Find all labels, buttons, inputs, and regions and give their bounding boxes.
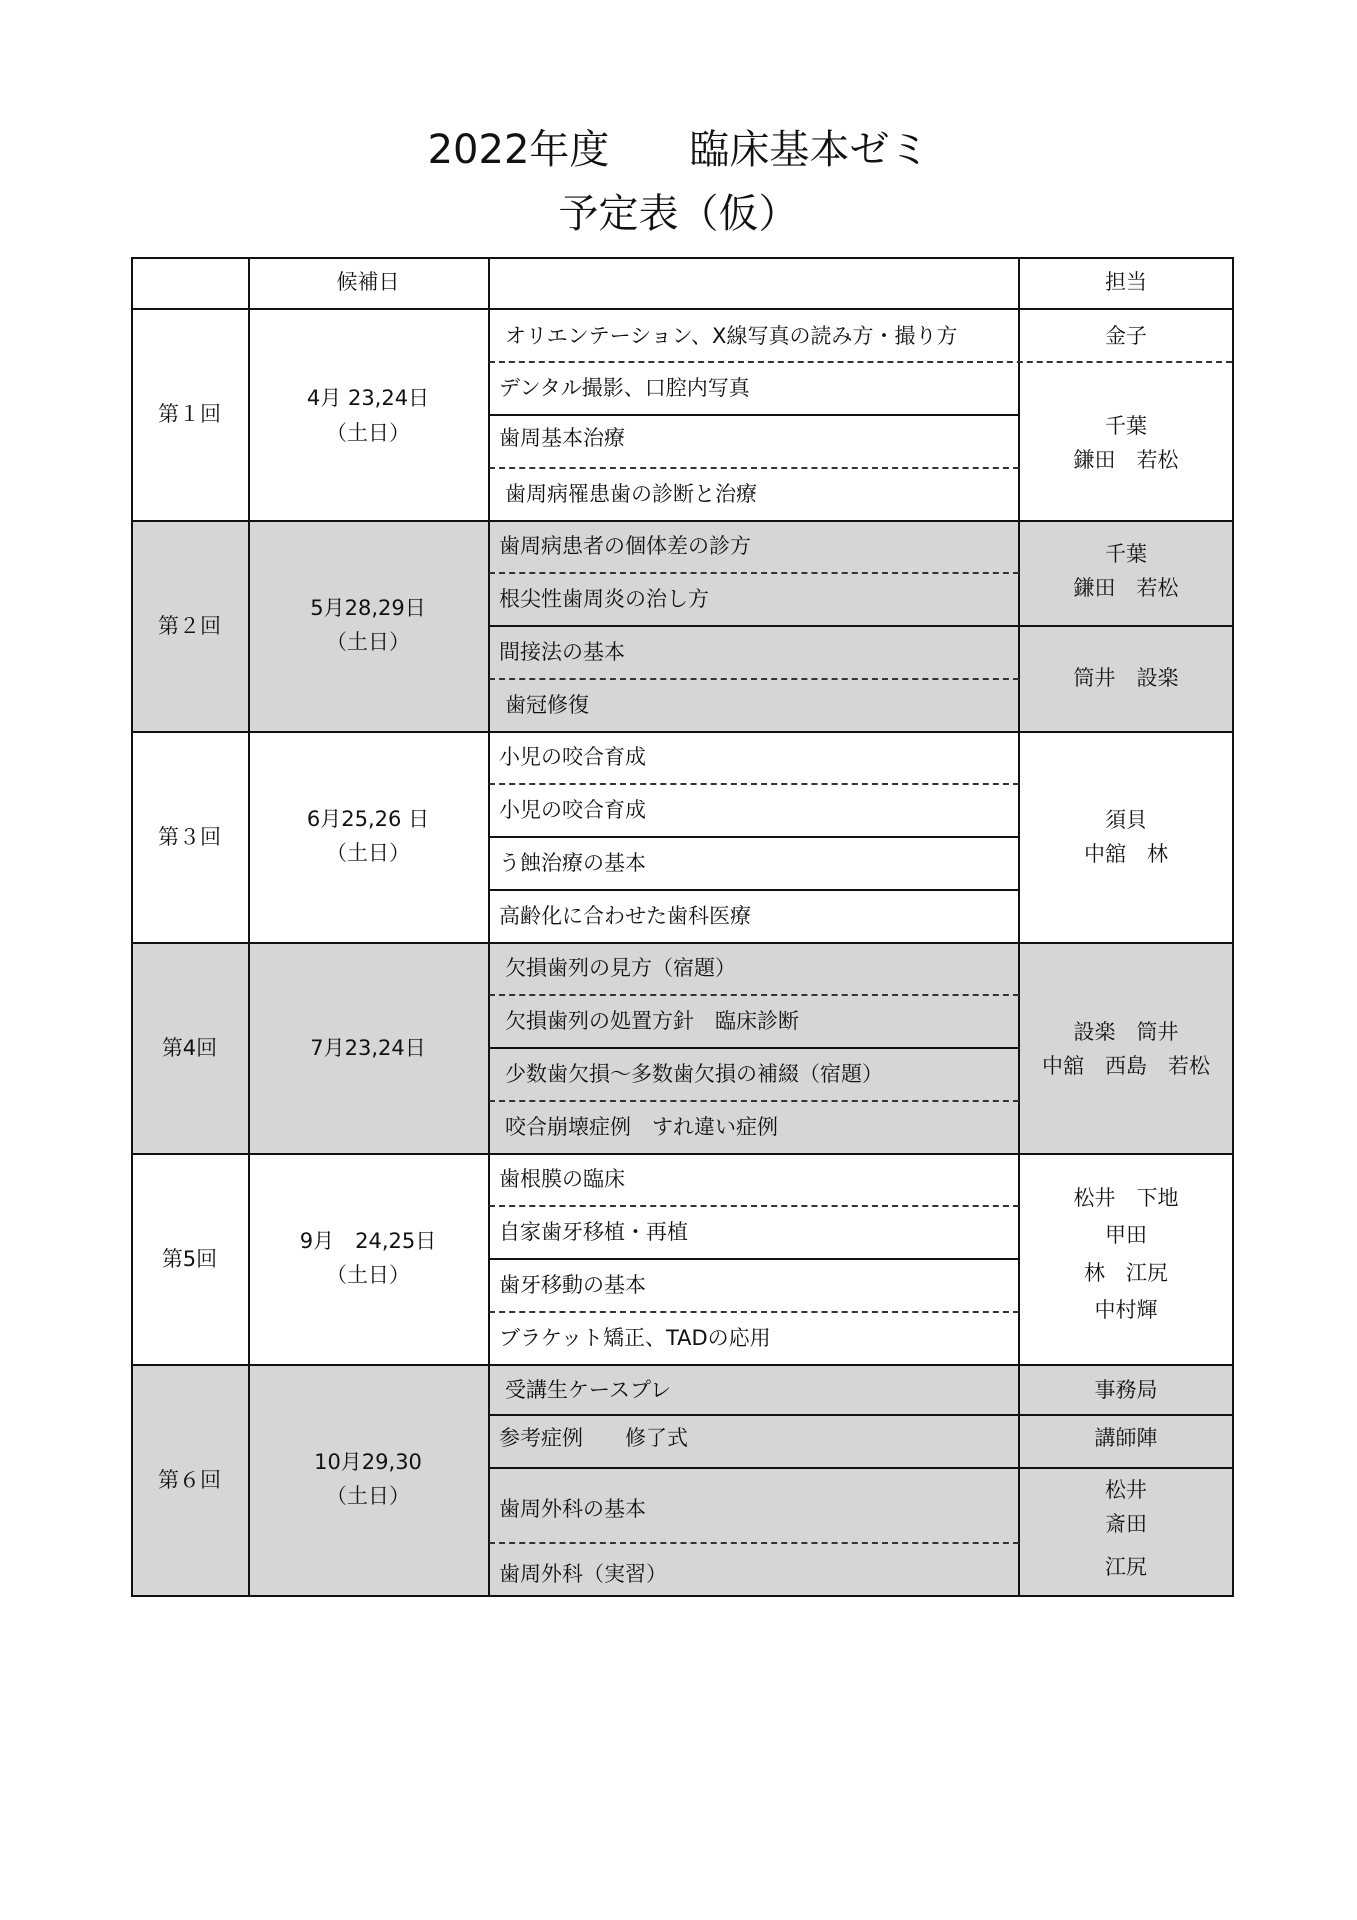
- topic-divider: [489, 678, 1019, 680]
- topic-divider: [489, 1047, 1019, 1049]
- topic-2-3: 間接法の基本: [499, 640, 625, 664]
- topic-2-2: 根尖性歯周炎の治し方: [499, 587, 709, 611]
- topic-6-1: 受講生ケースプレ: [505, 1378, 672, 1402]
- session-4-date: 7月23,24日: [310, 1036, 426, 1060]
- topic-3-4: 高齢化に合わせた歯科医療: [499, 904, 751, 928]
- session-2-date-days: （土日）: [326, 630, 410, 654]
- topic-6-4: 歯周外科（実習）: [499, 1562, 667, 1586]
- session-1-date: 4月 23,24日: [306, 386, 430, 410]
- session-6-label: 第６回: [158, 1468, 221, 1492]
- topic-divider: [489, 625, 1234, 627]
- session-4-label: 第4回: [161, 1036, 218, 1060]
- session-5-date-days: （土日）: [326, 1263, 410, 1287]
- topic-divider: [489, 414, 1019, 416]
- topic-1-4: 歯周病罹患歯の診断と治療: [505, 482, 757, 506]
- session-line-3: [131, 942, 1234, 944]
- topic-4-2: 欠損歯列の処置方針 臨床診断: [505, 1009, 799, 1033]
- session-6-date-days: （土日）: [326, 1484, 410, 1508]
- session-6-date: 10月29,30: [314, 1450, 422, 1474]
- topic-divider: [489, 783, 1019, 785]
- topic-2-4: 歯冠修復: [505, 693, 589, 717]
- topic-5-4: ブラケット矯正、TADの応用: [499, 1326, 771, 1350]
- session-1-label: 第１回: [158, 402, 221, 426]
- session-5-person-4: 中村輝: [1094, 1298, 1158, 1322]
- topic-5-1: 歯根膜の臨床: [499, 1167, 625, 1191]
- topic-divider: [489, 1205, 1019, 1207]
- topic-divider: [489, 836, 1019, 838]
- topic-divider: [489, 1100, 1019, 1102]
- session-4-person-2: 中舘 西島 若松: [1042, 1054, 1210, 1078]
- topic-divider: [489, 1311, 1019, 1313]
- topic-divider: [489, 889, 1019, 891]
- topic-divider: [489, 1414, 1234, 1416]
- session-6-person-2: 講師陣: [1094, 1426, 1158, 1450]
- topic-6-2: 参考症例 修了式: [499, 1426, 688, 1450]
- session-3-person-1: 須貝: [1105, 808, 1147, 832]
- session-2-person-a1: 千葉: [1105, 542, 1147, 566]
- header-date: 候補日: [336, 270, 400, 294]
- session-5-person-1: 松井 下地: [1073, 1186, 1179, 1210]
- topic-4-1: 欠損歯列の見方（宿題）: [505, 956, 736, 980]
- session-6-person-3b: 斎田: [1105, 1512, 1147, 1536]
- topic-4-4: 咬合崩壊症例 すれ違い症例: [505, 1115, 778, 1139]
- topic-divider: [489, 467, 1019, 469]
- session-3-label: 第３回: [158, 825, 221, 849]
- session-2-person-a2: 鎌田 若松: [1073, 576, 1179, 600]
- topic-divider: [489, 361, 1232, 363]
- session-2-person-b: 筒井 設楽: [1073, 666, 1179, 690]
- session-2-date: 5月28,29日: [310, 596, 426, 620]
- topic-divider: [489, 1467, 1234, 1469]
- topic-2-1: 歯周病患者の個体差の診方: [499, 534, 751, 558]
- schedule-table: [131, 257, 1234, 1597]
- session-1-person-b2: 鎌田 若松: [1073, 448, 1179, 472]
- table-border-bottom: [131, 1595, 1234, 1597]
- session-6-person-4: 江尻: [1105, 1555, 1147, 1579]
- topic-5-2: 自家歯牙移植・再植: [499, 1220, 688, 1244]
- session-6-person-3a: 松井: [1105, 1478, 1147, 1502]
- session-line-2: [131, 731, 1234, 733]
- session-1-person-b1: 千葉: [1105, 414, 1147, 438]
- header-person: 担当: [1105, 270, 1147, 294]
- document-title: [0, 126, 1357, 174]
- topic-divider: [489, 1258, 1019, 1260]
- header-bottom-line: [131, 308, 1234, 310]
- session-1-person-a: 金子: [1105, 324, 1147, 348]
- title-year: 2022年度: [427, 127, 610, 173]
- session-line-5: [131, 1364, 1234, 1366]
- document-subtitle: 予定表（仮）: [558, 191, 799, 237]
- table-border-top: [131, 257, 1234, 259]
- topic-5-3: 歯牙移動の基本: [499, 1273, 646, 1297]
- session-5-person-2: 甲田: [1105, 1223, 1147, 1247]
- topic-divider: [489, 1542, 1019, 1544]
- topic-3-3: う蝕治療の基本: [499, 851, 646, 875]
- topic-1-3: 歯周基本治療: [499, 426, 625, 450]
- col-divider-1: [248, 257, 250, 1597]
- topic-4-3: 少数歯欠損〜多数歯欠損の補綴（宿題）: [505, 1062, 883, 1086]
- session-2-label: 第２回: [158, 614, 221, 638]
- session-3-date-days: （土日）: [326, 841, 410, 865]
- topic-6-3: 歯周外科の基本: [499, 1497, 646, 1521]
- topic-3-2: 小児の咬合育成: [499, 798, 646, 822]
- table-border-left: [131, 257, 133, 1597]
- topic-1-1: オリエンテーション、X線写真の読み方・撮り方: [505, 324, 958, 348]
- session-3-date: 6月25,26 日: [306, 807, 430, 831]
- session-line-4: [131, 1153, 1234, 1155]
- title-seminar-name: 臨床基本ゼミ: [689, 127, 930, 173]
- session-5-label: 第5回: [161, 1247, 218, 1271]
- session-1-date-days: （土日）: [326, 421, 410, 445]
- topic-divider: [489, 572, 1019, 574]
- session-4-person-1: 設楽 筒井: [1073, 1020, 1179, 1044]
- topic-divider: [489, 994, 1019, 996]
- session-3-person-2: 中舘 林: [1084, 842, 1168, 866]
- col-divider-2: [488, 257, 490, 1597]
- session-line-1: [131, 520, 1234, 522]
- session-5-date: 9月 24,25日: [299, 1229, 437, 1253]
- session-6-person-1: 事務局: [1094, 1378, 1158, 1402]
- topic-1-2: デンタル撮影、口腔内写真: [499, 376, 750, 400]
- topic-3-1: 小児の咬合育成: [499, 745, 646, 769]
- session-5-person-3: 林 江尻: [1084, 1261, 1168, 1285]
